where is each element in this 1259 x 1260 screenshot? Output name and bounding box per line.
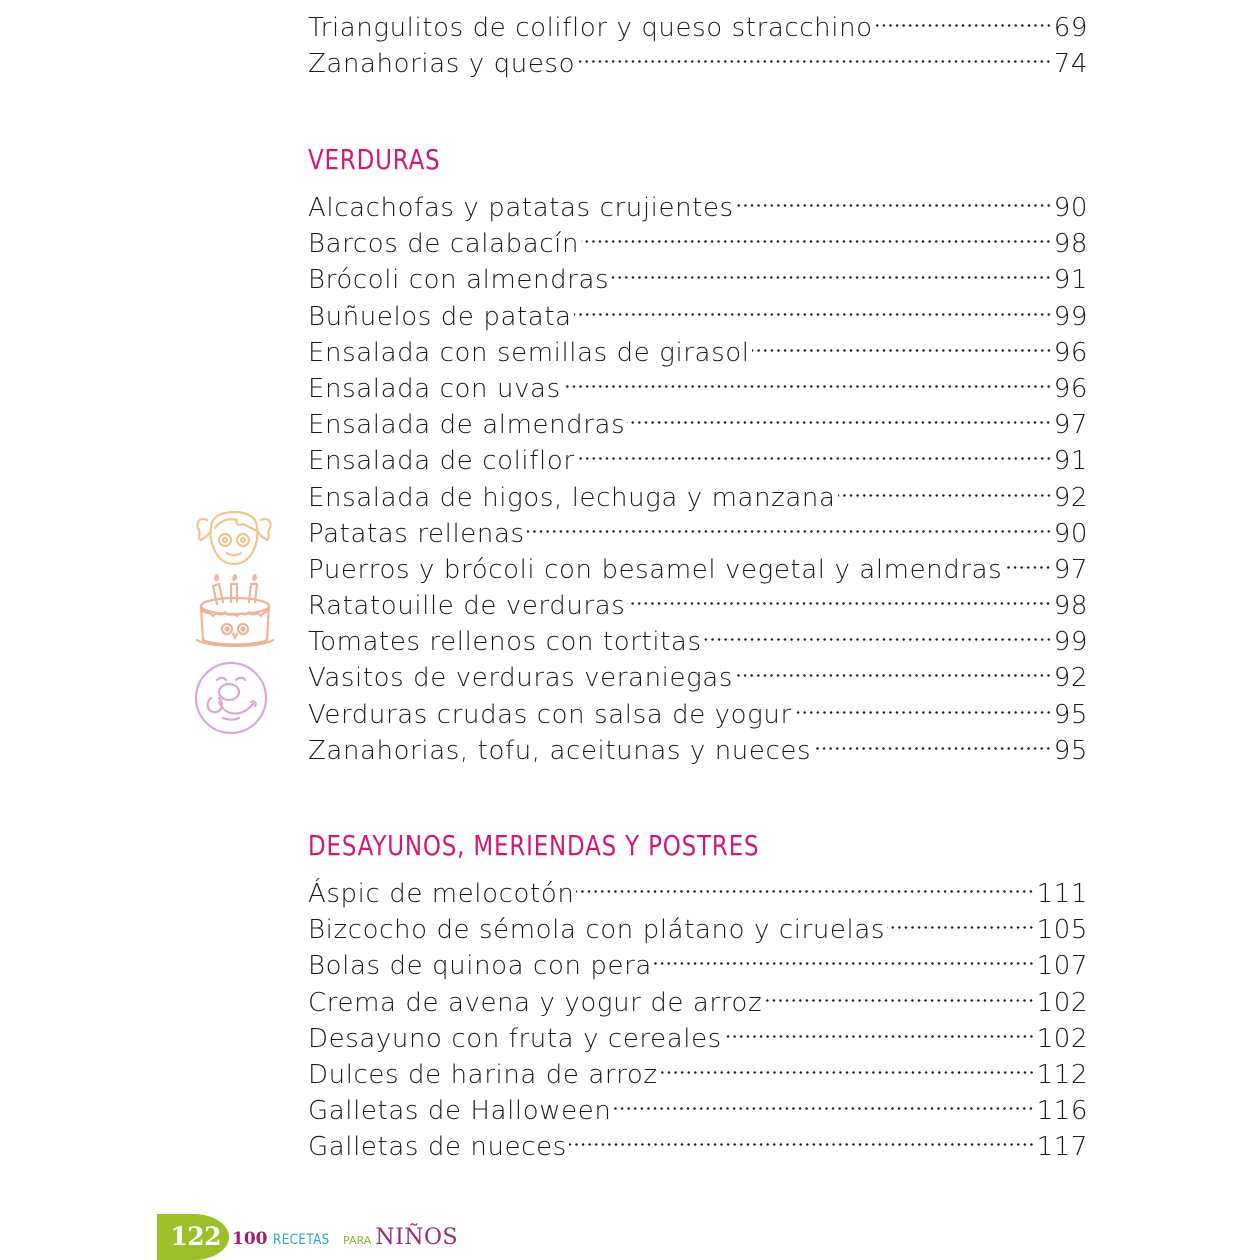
entry-page: 69 <box>1053 13 1088 43</box>
entry-title: Brócoli con almendras <box>308 265 610 296</box>
section-heading: VERDURAS <box>308 143 441 176</box>
dot-leader <box>838 470 1052 506</box>
dot-leader <box>569 1119 1035 1155</box>
dot-leader <box>1004 542 1051 578</box>
entry-page: 90 <box>1053 518 1088 549</box>
entry-title: Ensalada de higos, lechuga y manzana <box>308 482 836 513</box>
entry-title: Galletas de nueces <box>308 1132 567 1163</box>
brand-ninos: NIÑOS <box>375 1225 459 1250</box>
toc-continued-block <box>308 0 1088 80</box>
entry-page: 92 <box>1053 663 1088 694</box>
toc-section-verduras <box>308 140 1088 766</box>
toc-entry[interactable] <box>308 0 1088 43</box>
entry-page: 95 <box>1053 699 1088 730</box>
birthday-cake-icon <box>193 574 277 650</box>
entry-page: 97 <box>1053 554 1088 585</box>
entry-page: 117 <box>1036 1132 1088 1163</box>
entry-page: 99 <box>1053 301 1088 332</box>
dot-leader <box>563 361 1052 397</box>
entry-page: 116 <box>1036 1096 1088 1127</box>
entry-title: Triangulitos de coliflor y queso stracchino <box>308 13 873 43</box>
entry-page: 111 <box>1036 879 1088 909</box>
dot-leader <box>613 1083 1034 1119</box>
entry-title: Ensalada con semillas de girasol <box>308 337 750 368</box>
entry-page: 102 <box>1036 987 1088 1018</box>
book-title-brand <box>232 1225 458 1250</box>
dot-leader <box>574 289 1052 325</box>
entry-title: Bolas de quinoa con pera <box>308 951 652 982</box>
girl-face-icon <box>193 508 275 570</box>
entry-page: 97 <box>1053 410 1088 441</box>
page-footer <box>165 1214 458 1259</box>
dot-leader <box>611 252 1052 288</box>
dot-leader <box>654 938 1035 974</box>
toc-entry[interactable] <box>308 180 1088 223</box>
entry-title: Tomates rellenos con tortitas <box>308 627 702 658</box>
dot-leader <box>577 36 1052 72</box>
dot-leader <box>527 506 1052 542</box>
dot-leader <box>581 216 1052 252</box>
entry-page: 98 <box>1053 229 1088 260</box>
dot-leader <box>813 723 1052 759</box>
entry-page: 107 <box>1036 951 1088 982</box>
entry-page: 98 <box>1053 591 1088 622</box>
dot-leader <box>764 975 1034 1011</box>
entry-page: 91 <box>1053 446 1088 477</box>
entry-title: Bizcocho de sémola con plátano y ciruelas <box>308 915 886 946</box>
smiley-tongue-icon <box>193 658 269 736</box>
page-number-badge <box>157 1214 229 1260</box>
entry-title: Galletas de Halloween <box>308 1096 612 1127</box>
entry-page: 74 <box>1053 49 1088 80</box>
dot-leader <box>875 0 1052 36</box>
dot-leader <box>736 180 1052 216</box>
dot-leader <box>576 866 1034 902</box>
entry-page: 92 <box>1053 482 1088 513</box>
entry-title: Barcos de calabacín <box>308 229 580 260</box>
entry-title: Áspic de melocotón <box>308 879 575 909</box>
dot-leader <box>724 1011 1035 1047</box>
dot-leader <box>660 1047 1035 1083</box>
entry-title: Alcachofas y patatas crujientes <box>308 193 734 223</box>
entry-page: 95 <box>1053 735 1088 766</box>
entry-page: 96 <box>1053 373 1088 404</box>
toc-entry[interactable] <box>308 866 1088 909</box>
entry-page: 90 <box>1053 193 1088 223</box>
brand-para: PARA <box>343 1234 372 1247</box>
brand-number: 100 <box>232 1229 268 1249</box>
dot-leader <box>577 433 1052 469</box>
dot-leader <box>627 397 1051 433</box>
entry-title: Ratatouille de verduras <box>308 591 626 622</box>
entry-title: Puerros y brócoli con besamel vegetal y almendras <box>308 554 1003 585</box>
entry-title: Desayuno con fruta y cereales <box>308 1023 722 1054</box>
entry-title: Buñuelos de patata <box>308 301 572 332</box>
dot-leader <box>794 687 1052 723</box>
entry-title: Dulces de harina de arroz <box>308 1059 658 1090</box>
entry-title: Ensalada de almendras <box>308 410 626 441</box>
entry-title: Zanahorias y queso <box>308 49 576 80</box>
dot-leader <box>735 650 1052 686</box>
dot-leader <box>752 325 1052 361</box>
dot-leader <box>627 578 1051 614</box>
entry-page: 112 <box>1036 1059 1088 1090</box>
entry-page: 102 <box>1036 1023 1088 1054</box>
entry-page: 99 <box>1053 627 1088 658</box>
entry-title: Ensalada con uvas <box>308 373 561 404</box>
entry-page: 96 <box>1053 337 1088 368</box>
page-number: 122 <box>170 1222 221 1251</box>
entry-title: Patatas rellenas <box>308 518 525 549</box>
entry-title: Verduras crudas con salsa de yogur <box>308 699 792 730</box>
section-heading: DESAYUNOS, MERIENDAS Y POSTRES <box>308 829 760 862</box>
entry-title: Crema de avena y yogur de arroz <box>308 987 763 1018</box>
dot-leader <box>887 902 1035 938</box>
entry-page: 91 <box>1053 265 1088 296</box>
entry-title: Ensalada de coliflor <box>308 446 575 477</box>
entry-title: Zanahorias, tofu, aceitunas y nueces <box>308 735 812 766</box>
entry-title: Vasitos de verduras veraniegas <box>308 663 733 694</box>
brand-recetas: RECETAS <box>272 1232 330 1248</box>
entry-page: 105 <box>1036 915 1088 946</box>
toc-section-desayunos <box>308 826 1088 1163</box>
dot-leader <box>704 614 1052 650</box>
